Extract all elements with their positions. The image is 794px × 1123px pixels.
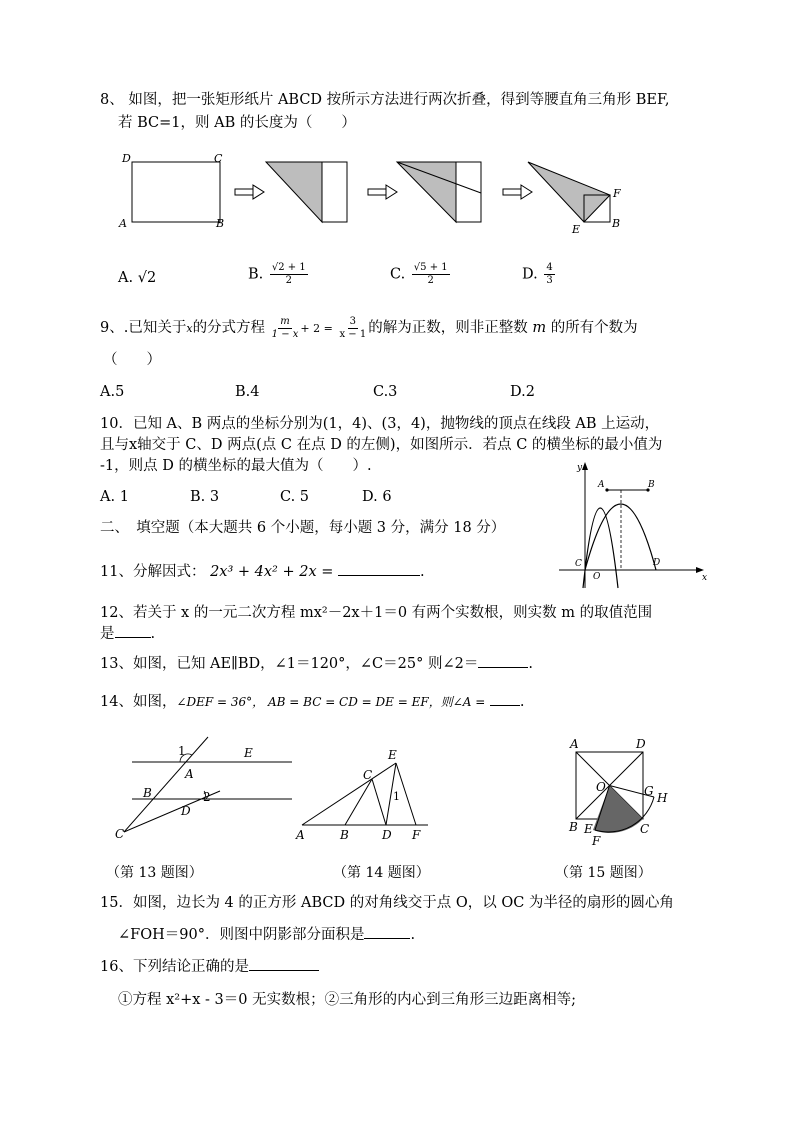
q10-label-c: C xyxy=(575,559,582,569)
q8-option-b-label: B. xyxy=(248,266,264,283)
fig14-caption: （第 14 题图） xyxy=(333,865,430,881)
q16-line1-text: 16、下列结论正确的是 xyxy=(100,959,249,975)
q11-expr: 2x³ + 4x² + 2x = xyxy=(210,564,334,580)
fig13-line-ca xyxy=(124,737,208,832)
fig13-label-a: A xyxy=(185,767,194,781)
q8-step2-triangle xyxy=(266,162,322,222)
fig15-label-a: A xyxy=(570,737,579,751)
fig15-caption: （第 15 题图） xyxy=(555,865,652,881)
q16-answer-blank[interactable] xyxy=(249,970,319,971)
q16-line2: ①方程 x²+x - 3＝0 无实数根；②三角形的内心到三角形三边距离相等; xyxy=(118,992,576,1008)
fig14-line-ae xyxy=(302,763,396,825)
q8-option-a-label: A. xyxy=(118,270,134,286)
fig15-label-e: E xyxy=(584,822,593,836)
q8-step2-rect xyxy=(322,162,347,222)
fig14-label-1: 1 xyxy=(393,790,400,803)
q8-option-b-fraction xyxy=(270,262,308,287)
q8-label-D: D xyxy=(122,152,131,165)
fig13-caption: （第 13 题图） xyxy=(106,865,203,881)
q8-option-c-fraction xyxy=(412,262,450,287)
fig14-label-f: F xyxy=(412,828,421,842)
q13 xyxy=(100,654,533,674)
q9-paren: （ ） xyxy=(103,352,161,368)
q10-option-b: B. 3 xyxy=(190,489,220,505)
q8-step4-triangle xyxy=(528,162,610,222)
q10-option-d: D. 6 xyxy=(362,489,392,505)
q8-option-c-label: C. xyxy=(390,266,406,283)
q13-text: 13、如图，已知 AE∥BD，∠1＝120°，∠C＝25° 则∠2＝ xyxy=(100,656,479,672)
q10-point-a xyxy=(605,488,608,491)
q9-option-d: D.2 xyxy=(510,384,535,400)
q14-post: . xyxy=(519,694,525,710)
section-2-heading: 二、 填空题（本大题共 6 个小题，每小题 3 分，满分 18 分） xyxy=(100,520,506,536)
fig15-label-c: C xyxy=(640,822,650,836)
q9-post: 的解为正数，则非正整数 xyxy=(368,320,528,336)
q11-pre: 11、分解因式： xyxy=(100,564,206,580)
q9-option-c: C.3 xyxy=(373,384,398,400)
q9-line1 xyxy=(100,315,638,342)
q8-line2: 若 BC=1，则 AB 的长度为（ ） xyxy=(118,115,356,131)
fig13-label-1: 1 xyxy=(178,744,186,758)
q10-label-b: B xyxy=(648,480,655,490)
fig15-label-h: H xyxy=(657,791,668,805)
fig15-label-o: O xyxy=(596,780,606,794)
q8-option-d xyxy=(522,262,557,287)
q12-line1: 12、若关于 x 的一元二次方程 mx²－2x＋1＝0 有两个实数根，则实数 m 的取值范围 xyxy=(100,605,653,621)
q8-rect xyxy=(132,162,220,222)
q8-arrow-1 xyxy=(235,185,264,199)
q8-option-a-value: √2 xyxy=(137,270,157,286)
q15-line2-text: ∠FOH＝90°．则图中阴影部分面积是 xyxy=(118,927,365,943)
q10-figure xyxy=(555,458,715,598)
q9-fraction-1-den: 1 − x xyxy=(271,328,299,340)
q14-answer-blank[interactable] xyxy=(490,705,520,706)
q13-answer-blank[interactable] xyxy=(478,667,528,668)
fig13 xyxy=(110,735,300,845)
q9-fraction-2-den: x − 1 xyxy=(339,328,367,340)
q15-post: . xyxy=(410,927,416,943)
fig13-label-d: D xyxy=(181,804,191,818)
q8-arrow-3 xyxy=(503,185,532,199)
q14 xyxy=(100,692,525,712)
q9-x: x xyxy=(186,322,193,335)
q9-fraction-2 xyxy=(339,316,366,341)
q13-post: . xyxy=(528,656,533,672)
q10-option-a: A. 1 xyxy=(100,489,129,505)
q8-option-c-den: 2 xyxy=(427,275,434,286)
q16-line1 xyxy=(100,957,319,977)
q10-label-a: A xyxy=(598,480,605,490)
q12-line2 xyxy=(100,624,155,644)
q8-label-A: A xyxy=(119,217,127,230)
q10-label-d: D xyxy=(653,558,661,568)
q10-line2: 且与x轴交于 C、D 两点(点 C 在点 D 的左侧)，如图所示．若点 C 的横坐标的最小值为 xyxy=(100,437,663,453)
q9-option-b: B.4 xyxy=(235,384,260,400)
q8-option-c xyxy=(390,262,452,287)
q8-option-b-den: 2 xyxy=(285,275,292,286)
q8-option-d-num: 4 xyxy=(546,262,553,273)
q11-post: . xyxy=(420,564,425,580)
q8-option-d-den: 3 xyxy=(546,275,553,286)
q10-label-y: y xyxy=(577,463,583,473)
q8-label-F: F xyxy=(613,187,621,200)
q9-mid: 的分式方程 xyxy=(192,320,266,336)
q10-y-arrow-icon xyxy=(582,462,588,470)
q9-pre: 9、.已知关于 xyxy=(100,320,187,336)
fig13-label-c: C xyxy=(115,827,125,841)
q10-option-c: C. 5 xyxy=(280,489,310,505)
q8-option-a xyxy=(118,268,156,288)
q11 xyxy=(100,562,425,582)
q14-pre: 14、如图， xyxy=(100,694,177,710)
fig14-label-e: E xyxy=(388,748,397,762)
fig14 xyxy=(290,745,440,845)
fig14-seg-bc xyxy=(345,779,372,825)
fig14-label-d: D xyxy=(382,828,392,842)
q9-option-a: A.5 xyxy=(100,384,125,400)
fig14-label-c: C xyxy=(363,768,373,782)
fig13-label-2: 2 xyxy=(203,790,211,804)
q12-answer-blank[interactable] xyxy=(115,637,151,638)
q10-label-x: x xyxy=(702,573,708,583)
fig14-label-a: A xyxy=(296,828,305,842)
q8-label-E: E xyxy=(572,223,581,236)
q15-line1: 15．如图，边长为 4 的正方形 ABCD 的对角线交于点 O，以 OC 为半径的扇形的圆心角 xyxy=(100,895,674,911)
q8-option-b-num: √2 + 1 xyxy=(271,262,306,273)
q12-post: . xyxy=(150,626,156,642)
q8-label-C: C xyxy=(214,152,223,165)
q10-label-o: O xyxy=(593,572,601,582)
q8-step3-triangle xyxy=(397,162,456,222)
q10-line3: -1，则点 D 的横坐标的最大值为（ ）. xyxy=(100,458,372,474)
q10-parabola-left xyxy=(583,508,618,588)
q8-label-B: B xyxy=(216,217,225,230)
q8-figure xyxy=(110,145,630,245)
q15-line2 xyxy=(118,925,415,945)
q9-fraction-1-num: m xyxy=(280,315,290,327)
fig13-label-e: E xyxy=(244,746,253,760)
q14-expr: ∠DEF = 36°， AB = BC = CD = DE = EF，则∠A = xyxy=(176,695,486,709)
q9-plus2: + 2 = xyxy=(300,322,333,335)
fig15-label-g: G xyxy=(644,784,654,798)
q8-arrow-2 xyxy=(368,185,397,199)
fig14-label-b: B xyxy=(340,828,349,842)
q8-label-B2: B xyxy=(612,217,621,230)
fig15-label-d: D xyxy=(636,737,646,751)
fig14-seg-cd xyxy=(372,779,386,825)
q8-option-d-fraction xyxy=(544,262,554,287)
fig15-label-b: B xyxy=(569,820,578,834)
fig15 xyxy=(560,735,700,855)
q9-fraction-2-num: 3 xyxy=(349,315,357,327)
q11-answer-blank[interactable] xyxy=(338,575,420,576)
q9-fraction-1 xyxy=(272,316,299,341)
q12-line2-text: 是 xyxy=(100,626,115,642)
q9-post2: 的所有个数为 xyxy=(550,320,638,336)
q10-line1: 10．已知 A、B 两点的坐标分别为(1，4)、(3，4)，抛物线的顶点在线段 AB 上运动， xyxy=(100,416,660,432)
q8-option-d-label: D. xyxy=(522,266,538,283)
q8-option-c-num: √5 + 1 xyxy=(413,262,448,273)
q8-option-b xyxy=(248,262,310,287)
fig13-label-b: B xyxy=(143,786,152,800)
fig15-label-f: F xyxy=(592,834,601,848)
q9-m: m xyxy=(532,320,547,336)
q15-answer-blank[interactable] xyxy=(364,938,410,939)
q8-line1: 8、 如图，把一张矩形纸片 ABCD 按所示方法进行两次折叠，得到等腰直角三角形 BEF, xyxy=(100,92,670,108)
